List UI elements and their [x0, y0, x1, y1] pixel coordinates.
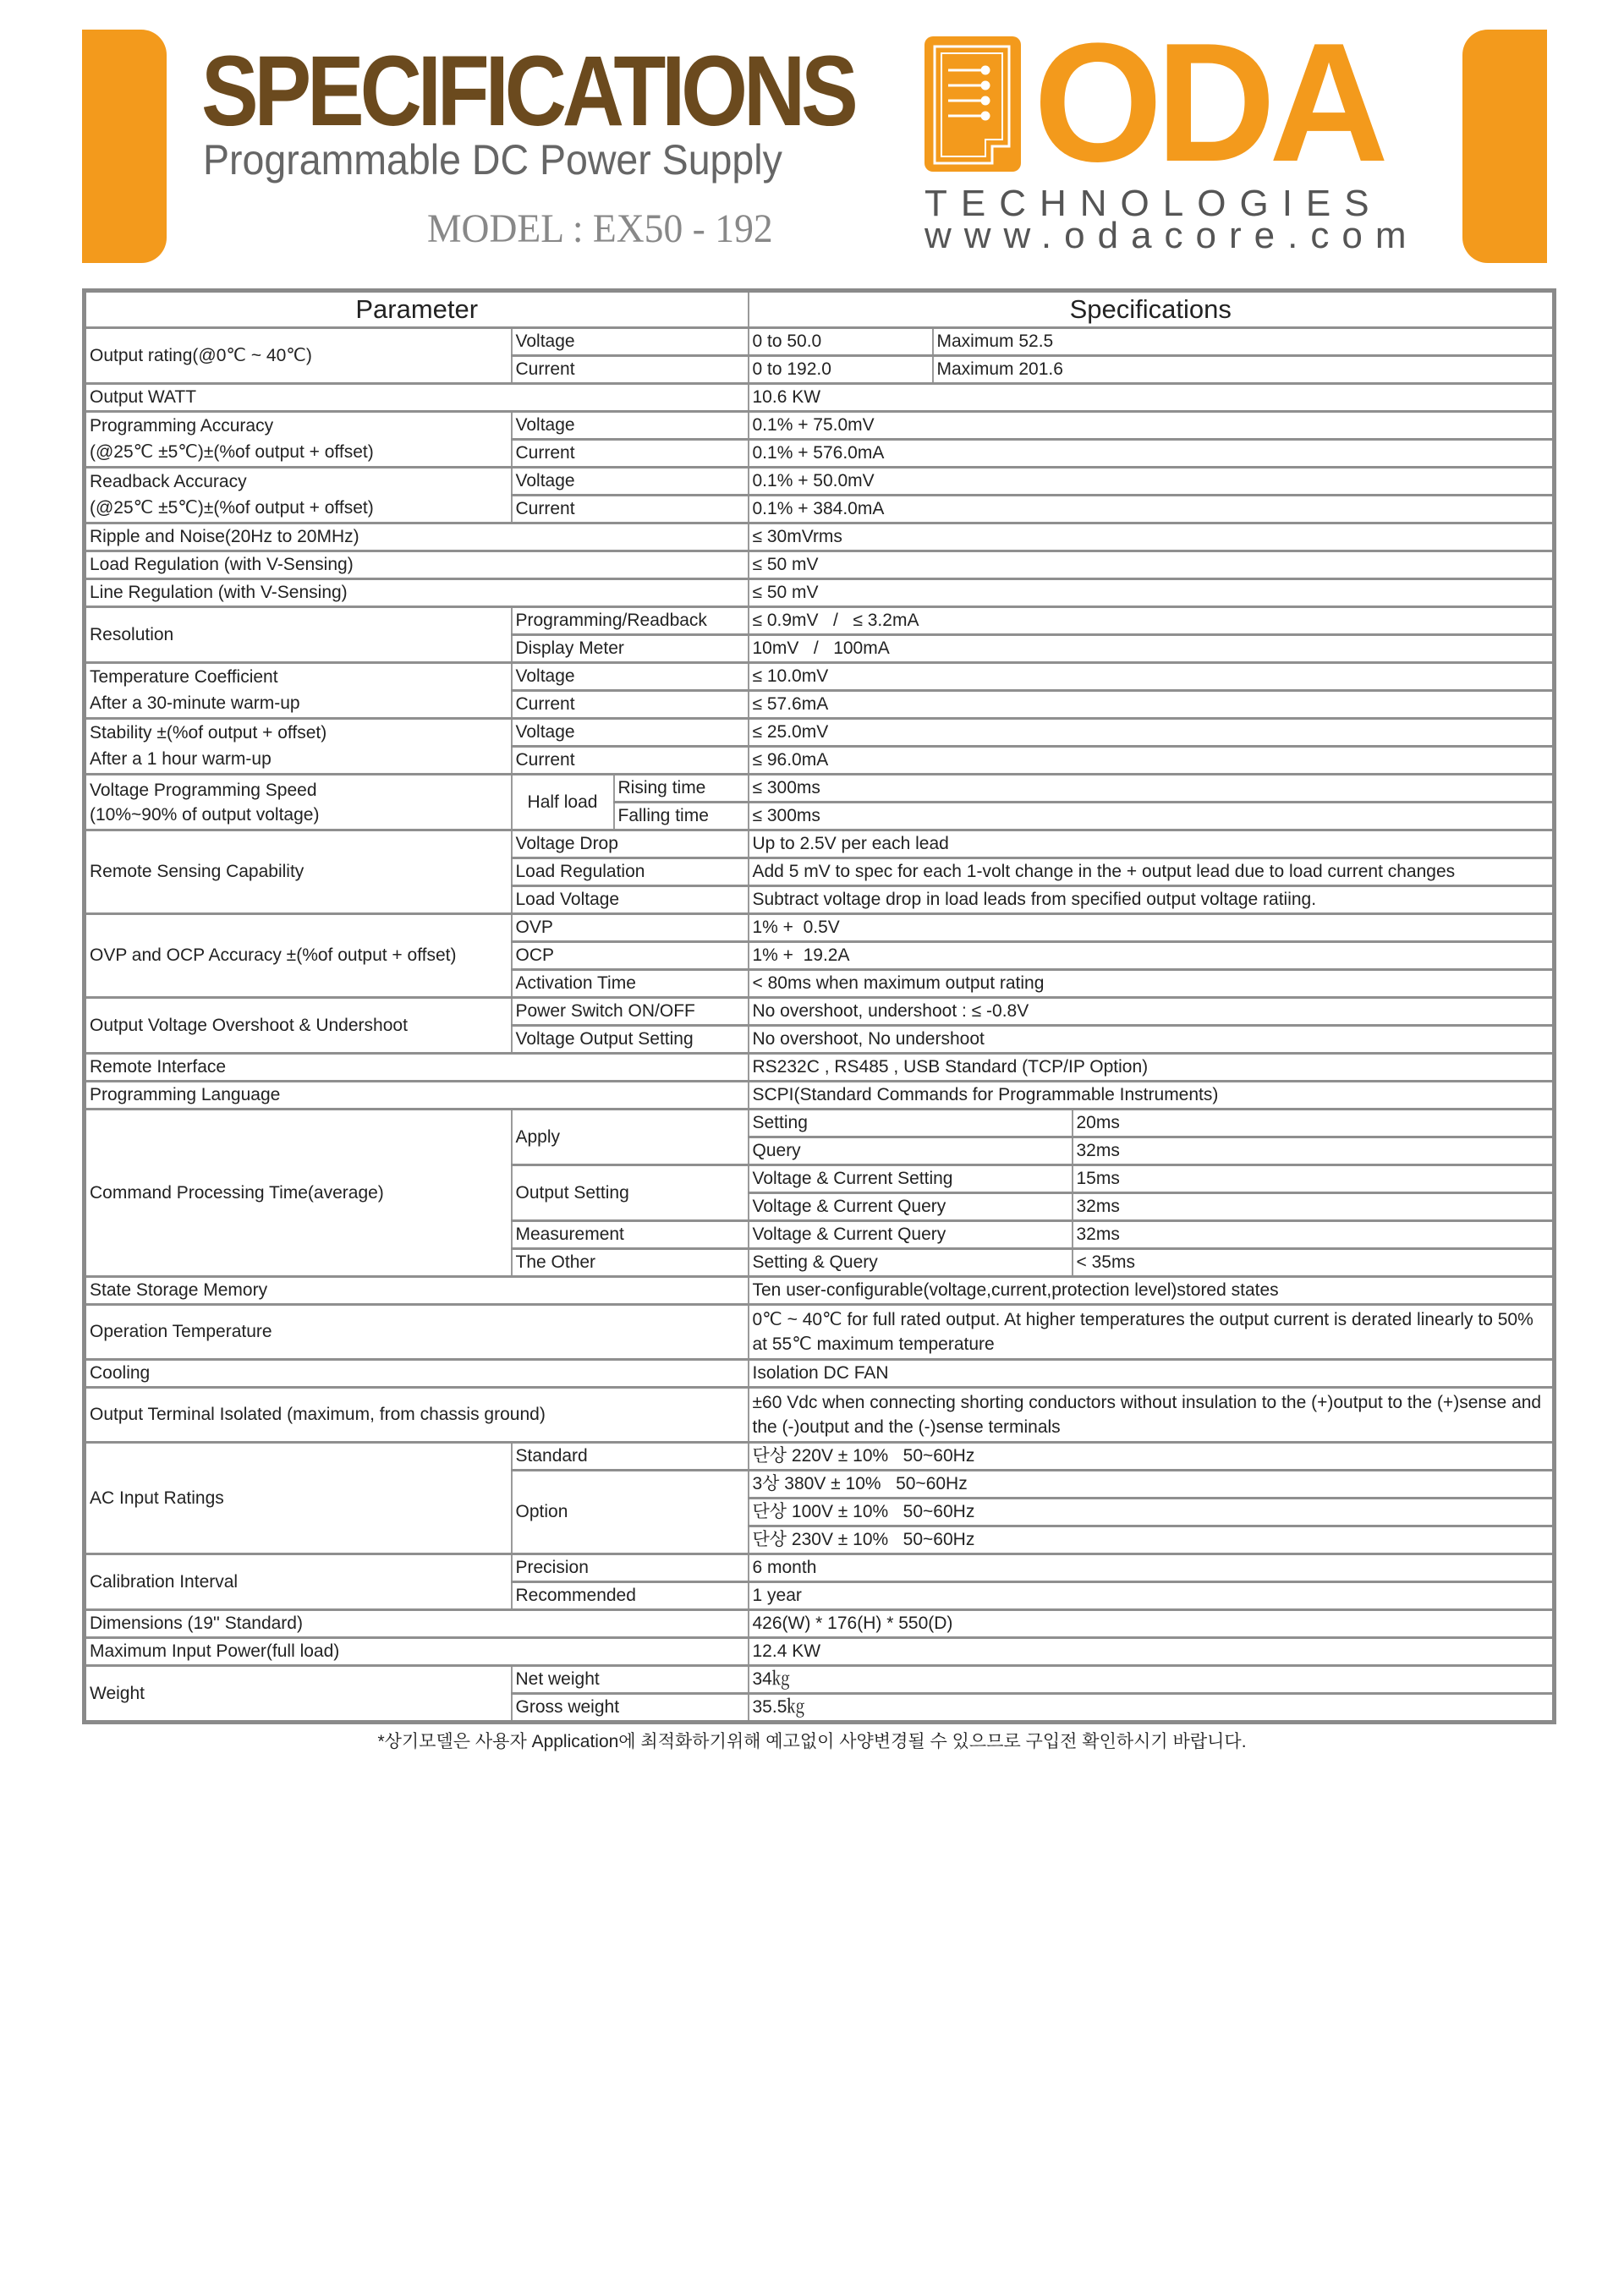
table-row	[85, 1110, 1555, 1137]
table-row	[85, 1054, 1555, 1082]
spec-value: 10.6 KW	[749, 384, 1555, 412]
param-label: Command Processing Time(average)	[85, 1110, 512, 1277]
spec-value: SCPI(Standard Commands for Programmable Instruments)	[749, 1082, 1555, 1110]
sub-label: Current	[512, 691, 749, 719]
spec-value: 단상 100V ± 10% 50~60Hz	[749, 1499, 1555, 1526]
sub-label: Display Meter	[512, 635, 749, 663]
sub-label: Half load	[512, 775, 614, 830]
table-row	[85, 384, 1555, 412]
spec-value: 단상 230V ± 10% 50~60Hz	[749, 1526, 1555, 1554]
spec-value: ≤ 57.6mA	[749, 691, 1555, 719]
spec-value: ≤ 96.0mA	[749, 747, 1555, 775]
spec-item: Voltage & Current Query	[749, 1193, 1073, 1221]
sub-label: Current	[512, 496, 749, 523]
spec-value: 3상 380V ± 10% 50~60Hz	[749, 1471, 1555, 1499]
sub-label: Measurement	[512, 1221, 749, 1249]
spec-value: No overshoot, No undershoot	[749, 1026, 1555, 1054]
table-row	[85, 1277, 1555, 1305]
sub-label: Net weight	[512, 1666, 749, 1694]
model-name: MODEL : EX50 - 192	[427, 206, 773, 251]
spec-item: Query	[749, 1137, 1073, 1165]
param-label: Readback Accuracy	[85, 468, 512, 496]
table-row	[85, 747, 1555, 775]
table-row	[85, 1360, 1555, 1388]
spec-value: 단상 220V ± 10% 50~60Hz	[749, 1443, 1555, 1471]
sub-label: Voltage Drop	[512, 830, 749, 858]
table-row	[85, 914, 1555, 942]
spec-value: Ten user-configurable(voltage,current,protection level)stored states	[749, 1277, 1555, 1305]
param-label: Dimensions (19'' Standard)	[85, 1610, 749, 1638]
sub-label: Current	[512, 440, 749, 468]
param-label: Weight	[85, 1666, 512, 1723]
spec-value: Subtract voltage drop in load leads from specified output voltage ratiing.	[749, 886, 1555, 914]
spec-value: 15ms	[1073, 1165, 1555, 1193]
table-header	[85, 291, 1555, 328]
sub-label: Gross weight	[512, 1694, 749, 1723]
spec-value: 1% + 0.5V	[749, 914, 1555, 942]
table-row	[85, 328, 1555, 356]
param-label: Load Regulation (with V-Sensing)	[85, 551, 749, 579]
sub-label: Falling time	[614, 803, 749, 830]
sub-label: Voltage	[512, 412, 749, 440]
spec-value: Add 5 mV to spec for each 1-volt change in the + output lead due to load current changes	[749, 858, 1555, 886]
website: www.odacore.com	[924, 215, 1419, 256]
spec-value: 426(W) * 176(H) * 550(D)	[749, 1610, 1555, 1638]
param-label: Output WATT	[85, 384, 749, 412]
spec-value: ≤ 50 mV	[749, 551, 1555, 579]
param-label: State Storage Memory	[85, 1277, 749, 1305]
table-row	[85, 1443, 1555, 1471]
spec-value: ≤ 300ms	[749, 803, 1555, 830]
spec-table	[82, 288, 1556, 1724]
table-row	[85, 579, 1555, 607]
param-label: AC Input Ratings	[85, 1443, 512, 1554]
sub-label: Option	[512, 1471, 749, 1554]
decorative-bar-left	[82, 30, 167, 263]
brand-subtitle: TECHNOLOGIES	[924, 183, 1383, 224]
spec-value: 0.1% + 50.0mV	[749, 468, 1555, 496]
param-label: Maximum Input Power(full load)	[85, 1638, 749, 1666]
footnote: *상기모델은 사용자 Application에 최적화하기위해 예고없이 사양변경될 수 있으므로 구입전 확인하시기 바랍니다.	[377, 1732, 1247, 1751]
spec-value: 1 year	[749, 1582, 1555, 1610]
param-label: Remote Sensing Capability	[85, 830, 512, 914]
table-row	[85, 412, 1555, 440]
page-title: SPECIFICATIONS	[201, 36, 854, 147]
table-row	[85, 468, 1555, 496]
spec-value: ≤ 30mVrms	[749, 523, 1555, 551]
table-row	[85, 691, 1555, 719]
page-subtitle: Programmable DC Power Supply	[203, 136, 782, 184]
sub-label: Power Switch ON/OFF	[512, 998, 749, 1026]
param-label-line: Voltage Programming Speed	[90, 780, 317, 800]
param-label: After a 1 hour warm-up	[85, 747, 512, 775]
spec-value: 0℃ ~ 40℃ for full rated output. At higher temperatures the output current is derated linearly to 50% at 55℃ maximum temperature	[749, 1305, 1555, 1360]
param-label: (@25℃ ±5℃)±(%of output + offset)	[85, 496, 512, 523]
spec-value: Up to 2.5V per each lead	[749, 830, 1555, 858]
param-label-line: (10%~90% of output voltage)	[90, 804, 320, 825]
param-label: Output Terminal Isolated (maximum, from chassis ground)	[85, 1388, 749, 1443]
spec-value: 32ms	[1073, 1221, 1555, 1249]
sub-label: Apply	[512, 1110, 749, 1165]
spec-value: ±60 Vdc when connecting shorting conductors without insulation to the (+)output to the (+)sense and the (-)output and the (-)sense terminals	[749, 1388, 1555, 1443]
sub-label: Voltage	[512, 468, 749, 496]
spec-value: RS232C , RS485 , USB Standard (TCP/IP Option)	[749, 1054, 1555, 1082]
spec-value: 6 month	[749, 1554, 1555, 1582]
spec-value: 1% + 19.2A	[749, 942, 1555, 970]
param-label: Resolution	[85, 607, 512, 663]
table-row	[85, 663, 1555, 691]
spec-item: Setting & Query	[749, 1249, 1073, 1277]
param-label: Stability ±(%of output + offset)	[85, 719, 512, 747]
table-row	[85, 1554, 1555, 1582]
spec-value: No overshoot, undershoot : ≤ -0.8V	[749, 998, 1555, 1026]
spec-value: 0.1% + 75.0mV	[749, 412, 1555, 440]
table-row	[85, 1082, 1555, 1110]
spec-value: 12.4 KW	[749, 1638, 1555, 1666]
spec-value: ≤ 300ms	[749, 775, 1555, 803]
param-label: (@25℃ ±5℃)±(%of output + offset)	[85, 440, 512, 468]
spec-value: 0.1% + 384.0mA	[749, 496, 1555, 523]
sub-label: Rising time	[614, 775, 749, 803]
sub-label: The Other	[512, 1249, 749, 1277]
param-label: Output Voltage Overshoot & Undershoot	[85, 998, 512, 1054]
spec-value: 32ms	[1073, 1193, 1555, 1221]
param-label	[85, 775, 512, 830]
param-label: Operation Temperature	[85, 1305, 749, 1360]
table-row	[85, 719, 1555, 747]
circuit-logo-icon	[924, 36, 1021, 172]
table-row	[85, 830, 1555, 858]
sub-label: Current	[512, 747, 749, 775]
sub-label: Load Voltage	[512, 886, 749, 914]
spec-value: < 35ms	[1073, 1249, 1555, 1277]
param-label: Ripple and Noise(20Hz to 20MHz)	[85, 523, 749, 551]
spec-value: 0 to 192.0	[749, 356, 933, 384]
spec-value: < 80ms when maximum output rating	[749, 970, 1555, 998]
spec-value: 35.5㎏	[749, 1694, 1555, 1723]
param-label: Output rating(@0℃ ~ 40℃)	[85, 328, 512, 384]
table-row	[85, 998, 1555, 1026]
table-row	[85, 551, 1555, 579]
table-row	[85, 1610, 1555, 1638]
spec-value: Maximum 201.6	[933, 356, 1555, 384]
sub-label: Load Regulation	[512, 858, 749, 886]
spec-item: Voltage & Current Setting	[749, 1165, 1073, 1193]
table-row	[85, 607, 1555, 635]
spec-value: ≤ 0.9mV / ≤ 3.2mA	[749, 607, 1555, 635]
spec-value: Maximum 52.5	[933, 328, 1555, 356]
spec-value: 0.1% + 576.0mA	[749, 440, 1555, 468]
sub-label: Voltage	[512, 328, 749, 356]
spec-value: ≤ 25.0mV	[749, 719, 1555, 747]
sub-label: Output Setting	[512, 1165, 749, 1221]
sub-label: OCP	[512, 942, 749, 970]
param-label: Line Regulation (with V-Sensing)	[85, 579, 749, 607]
spec-value: 32ms	[1073, 1137, 1555, 1165]
spec-value: 0 to 50.0	[749, 328, 933, 356]
table-row	[85, 1388, 1555, 1443]
param-label: OVP and OCP Accuracy ±(%of output + offset)	[85, 914, 512, 998]
param-label: After a 30-minute warm-up	[85, 691, 512, 719]
spec-value: 10mV / 100mA	[749, 635, 1555, 663]
param-label: Cooling	[85, 1360, 749, 1388]
sub-label: Programming/Readback	[512, 607, 749, 635]
brand-logo: ODA	[1034, 8, 1383, 197]
table-row	[85, 440, 1555, 468]
param-label: Programming Language	[85, 1082, 749, 1110]
table-row	[85, 523, 1555, 551]
sub-label: Activation Time	[512, 970, 749, 998]
spec-value: 34㎏	[749, 1666, 1555, 1694]
param-label: Calibration Interval	[85, 1554, 512, 1610]
header-parameter: Parameter	[85, 291, 749, 328]
sub-label: Voltage Output Setting	[512, 1026, 749, 1054]
table-row	[85, 775, 1555, 803]
spec-item: Setting	[749, 1110, 1073, 1137]
sub-label: Standard	[512, 1443, 749, 1471]
param-label: Programming Accuracy	[85, 412, 512, 440]
table-row	[85, 1666, 1555, 1694]
param-label: Remote Interface	[85, 1054, 749, 1082]
sub-label: Voltage	[512, 663, 749, 691]
header-specifications: Specifications	[749, 291, 1555, 328]
param-label: Temperature Coefficient	[85, 663, 512, 691]
spec-value: Isolation DC FAN	[749, 1360, 1555, 1388]
table-row	[85, 1305, 1555, 1360]
table-row	[85, 496, 1555, 523]
decorative-bar-right	[1462, 30, 1547, 263]
spec-item: Voltage & Current Query	[749, 1221, 1073, 1249]
spec-value: ≤ 50 mV	[749, 579, 1555, 607]
sub-label: OVP	[512, 914, 749, 942]
sub-label: Voltage	[512, 719, 749, 747]
sub-label: Precision	[512, 1554, 749, 1582]
spec-value: 20ms	[1073, 1110, 1555, 1137]
table-row	[85, 1638, 1555, 1666]
spec-value: ≤ 10.0mV	[749, 663, 1555, 691]
sub-label: Current	[512, 356, 749, 384]
sub-label: Recommended	[512, 1582, 749, 1610]
